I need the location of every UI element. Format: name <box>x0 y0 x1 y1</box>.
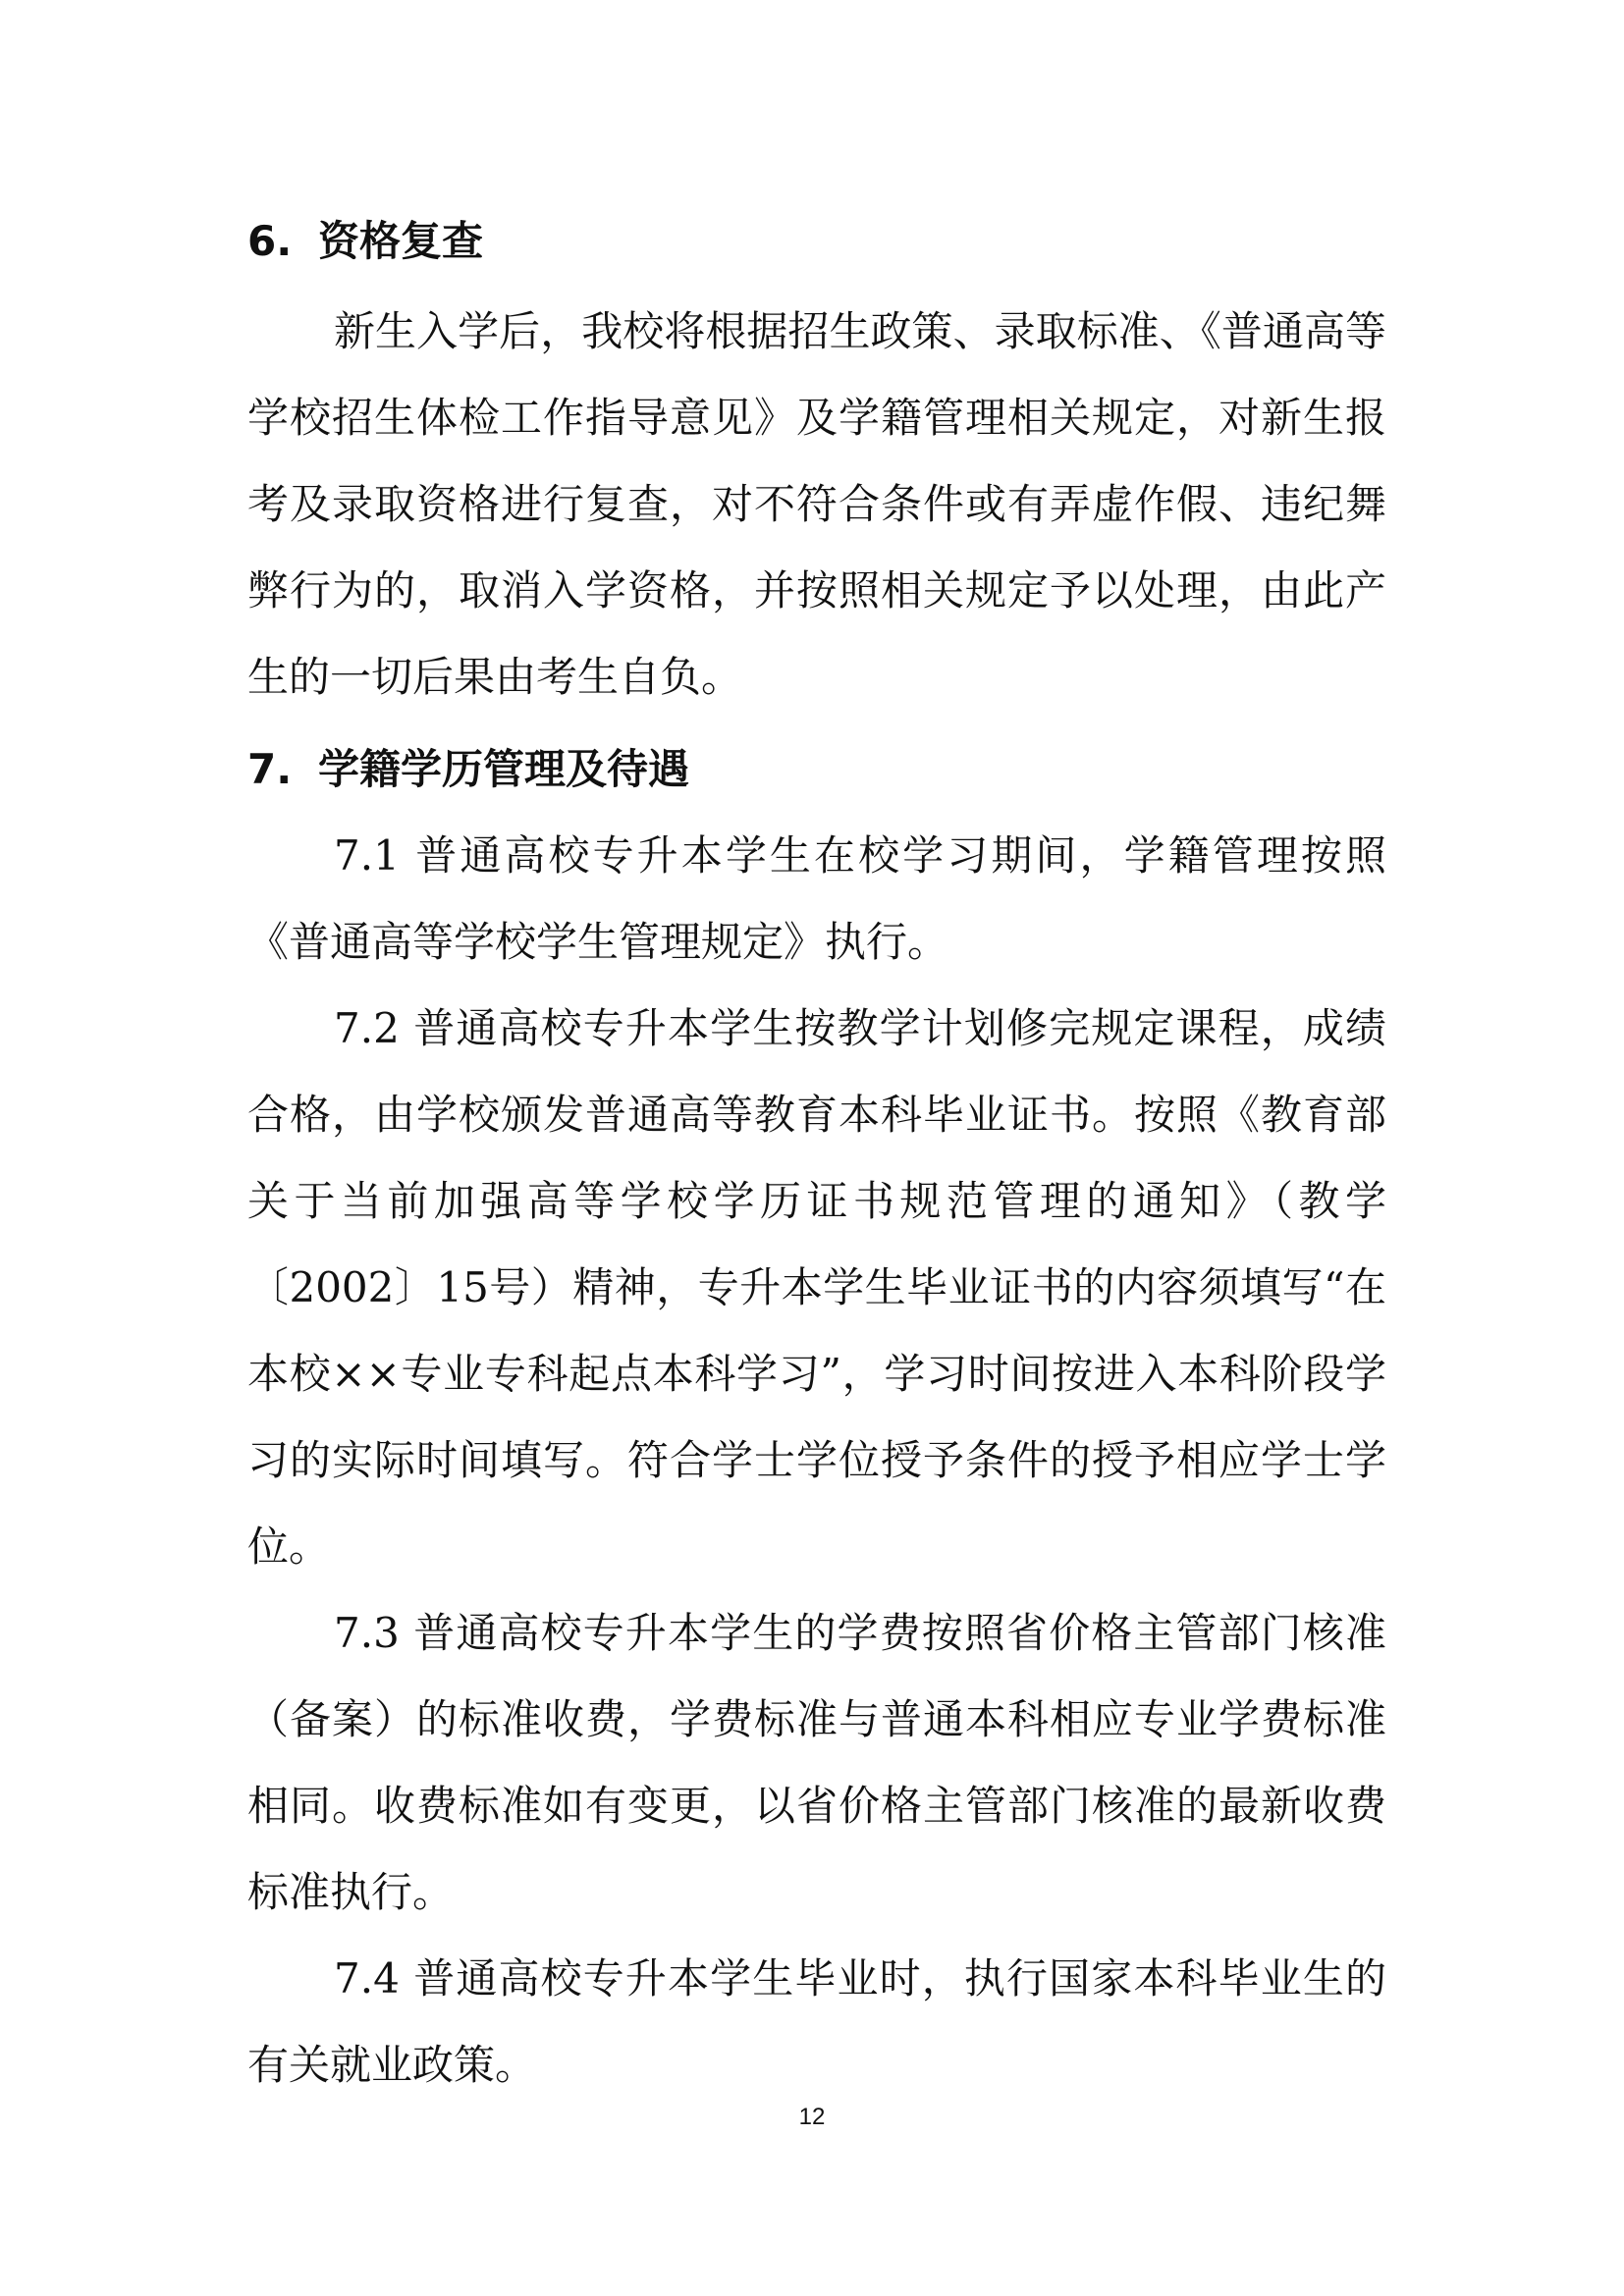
section-7-number: 7. <box>247 745 293 793</box>
section-7-1-paragraph: 7.1 普通高校专升本学生在校学习期间，学籍管理按照《普通高等学校学生管理规定》执行。 <box>247 831 1386 966</box>
section-7-heading <box>247 734 1386 805</box>
section-7-4-paragraph: 7.4 普通高校专升本学生毕业时，执行国家本科毕业生的有关就业政策。 <box>247 1954 1386 2089</box>
section-6-heading <box>247 206 1386 277</box>
section-6-paragraph: 新生入学后，我校将根据招生政策、录取标准、《普通高等学校招生体检工作指导意见》及学籍管理相关规定，对新生报考及录取资格进行复查，对不符合条件或有弄虚作假、违纪舞弊行为的，取消入学资格，并按照相关规定予以处理，由此产生的一切后果由考生自负。 <box>247 307 1386 701</box>
page-number: 12 <box>798 2104 826 2130</box>
section-6-number: 6. <box>247 217 293 265</box>
section-6-title: 资格复查 <box>318 217 484 265</box>
section-7-2-paragraph: 7.2 普通高校专升本学生按教学计划修完规定课程，成绩合格，由学校颁发普通高等教育本科毕业证书。按照《教育部关于当前加强高等学校学历证书规范管理的通知》（教学〔2002〕15号）精神，专升本学生毕业证书的内容须填写“在本校××专业专科起点本科学习”，学习时间按进入本科阶段学习的实际时间填写。符合学士学位授予条件的授予相应学士学位。 <box>247 1004 1386 1571</box>
section-7-title: 学籍学历管理及待遇 <box>318 745 690 793</box>
section-7-3-paragraph: 7.3 普通高校专升本学生的学费按照省价格主管部门核准（备案）的标准收费，学费标准与普通本科相应专业学费标准相同。收费标准如有变更，以省价格主管部门核准的最新收费标准执行。 <box>247 1609 1386 1916</box>
document-page <box>247 206 1386 2109</box>
